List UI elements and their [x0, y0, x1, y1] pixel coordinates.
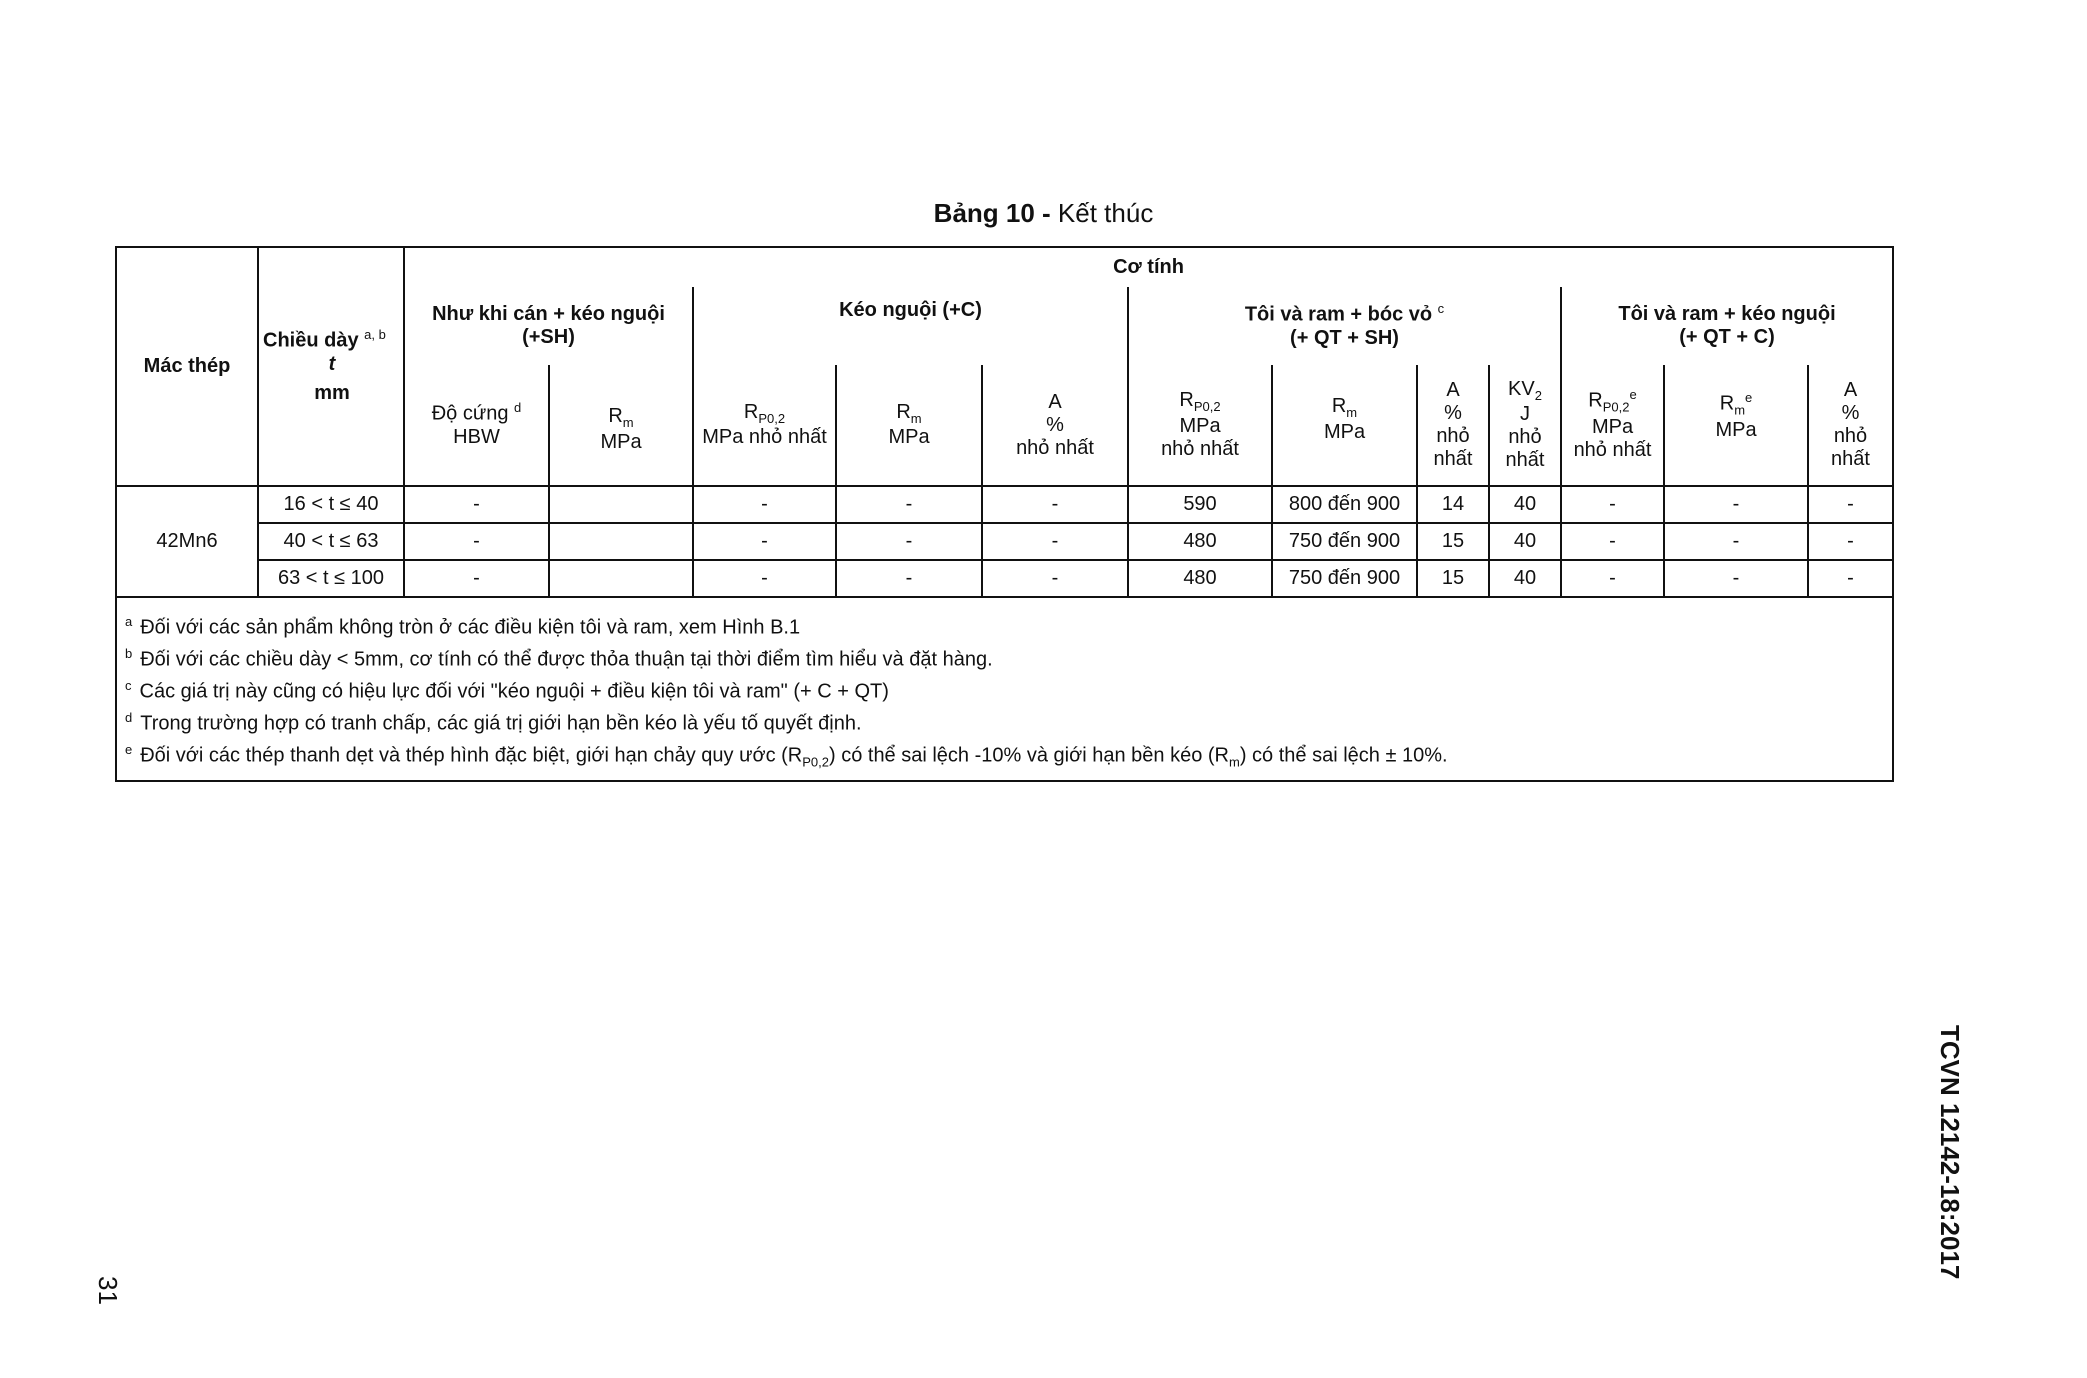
mechanical-properties-table: [115, 246, 1894, 782]
header-a-2: A % nhỏ nhất: [982, 365, 1128, 486]
header-a-4: A % nhỏ nhất: [1808, 365, 1893, 486]
cell: 40: [1489, 560, 1561, 597]
header-rp-3: $R_{P0,2}$ MPa nhỏ nhất: [1128, 365, 1272, 486]
header-rm-2: $R_m$ MPa: [836, 365, 982, 486]
cell: -: [1808, 523, 1893, 560]
table-row: [116, 486, 1893, 523]
table-title: [0, 198, 2087, 229]
cell: -: [404, 486, 549, 523]
header-group-qt-c: Tôi và ram + kéo nguội (+ QT + C): [1561, 287, 1893, 365]
cell: 40: [1489, 486, 1561, 523]
header-group-cold-drawn: Kéo nguội (+C): [693, 287, 1128, 365]
standard-code-label: TCVN 12142-18:2017: [1935, 1025, 1965, 1280]
cell: -: [1808, 560, 1893, 597]
cell: 750 đến 900: [1272, 560, 1417, 597]
cell: -: [693, 486, 836, 523]
cell: -: [1561, 560, 1664, 597]
header-mac-thep: Mác thép: [116, 247, 258, 486]
cell: -: [836, 560, 982, 597]
cell: -: [1664, 486, 1808, 523]
cell: 480: [1128, 560, 1272, 597]
header-group-as-rolled: Như khi cán + kéo nguội (+SH): [404, 287, 693, 365]
cell: -: [1561, 486, 1664, 523]
table-row: [116, 523, 1893, 560]
table-title-number: Bảng 10 -: [933, 198, 1051, 228]
table-title-text: Kết thúc: [1050, 198, 1154, 228]
cell: 15: [1417, 523, 1489, 560]
cell: [549, 523, 693, 560]
header-chieu-day: Chiều dày $^{a, b}$ t mm: [258, 247, 404, 486]
table-row: [116, 560, 1893, 597]
cell: 40: [1489, 523, 1561, 560]
cell: -: [836, 523, 982, 560]
cell: 480: [1128, 523, 1272, 560]
header-rm-1: $R_m$ MPa: [549, 365, 693, 486]
footnote-a: $^a$ Đối với các sản phẩm không tròn ở các điều kiện tôi và ram, xem Hình B.1: [125, 614, 801, 639]
header-group-qt-sh: Tôi và ram + bóc vỏ $^c$ (+ QT + SH): [1128, 287, 1561, 365]
cell: -: [982, 523, 1128, 560]
cell: [549, 486, 693, 523]
cell: -: [1808, 486, 1893, 523]
cell: [549, 560, 693, 597]
header-rm-4: $R_m^e$ MPa: [1664, 365, 1808, 486]
header-co-tinh: Cơ tính: [404, 247, 1893, 287]
cell: 15: [1417, 560, 1489, 597]
header-rm-3: $R_m$ MPa: [1272, 365, 1417, 486]
footnote-d: $^d$ Trong trường hợp có tranh chấp, các giá trị giới hạn bền kéo là yếu tố quyết định.: [125, 710, 862, 735]
page-number: 31: [93, 1276, 123, 1305]
cell: -: [693, 523, 836, 560]
cell: -: [693, 560, 836, 597]
cell: -: [836, 486, 982, 523]
cell: -: [982, 560, 1128, 597]
header-kv-3: $KV_2$ J nhỏ nhất: [1489, 365, 1561, 486]
cell: -: [1561, 523, 1664, 560]
grade-cell: 42Mn6: [116, 486, 258, 597]
footnote-b: $^b$ Đối với các chiều dày < 5mm, cơ tính có thể được thỏa thuận tại thời điểm tìm hiểu và đặt hàng.: [125, 646, 993, 671]
header-hardness: Độ cứng $^d$ HBW: [404, 365, 549, 486]
thickness-cell: 16 < t ≤ 40: [258, 486, 404, 523]
cell: 590: [1128, 486, 1272, 523]
cell: 750 đến 900: [1272, 523, 1417, 560]
cell: 14: [1417, 486, 1489, 523]
cell: -: [404, 560, 549, 597]
header-rp-2: $R_{P0,2}$ MPa nhỏ nhất: [693, 365, 836, 486]
footnote-c: $^c$ Các giá trị này cũng có hiệu lực đối với "kéo nguội + điều kiện tôi và ram" (+ C + QT): [125, 678, 889, 703]
thickness-cell: 40 < t ≤ 63: [258, 523, 404, 560]
cell: -: [1664, 523, 1808, 560]
thickness-cell: 63 < t ≤ 100: [258, 560, 404, 597]
cell: -: [404, 523, 549, 560]
cell: 800 đến 900: [1272, 486, 1417, 523]
header-rp-4: $R_{P0,2}^e$ MPa nhỏ nhất: [1561, 365, 1664, 486]
header-a-3: A % nhỏ nhất: [1417, 365, 1489, 486]
cell: -: [1664, 560, 1808, 597]
cell: -: [982, 486, 1128, 523]
footnote-e: $^e$ Đối với các thép thanh dẹt và thép hình đặc biệt, giới hạn chảy quy ước $(R_{P0,2})$ có thể sai lệch -10% và giới hạn bền kéo $(R_m)$ có thể sai lệch ± 10%.: [125, 742, 1448, 770]
footnotes: [116, 597, 1893, 781]
